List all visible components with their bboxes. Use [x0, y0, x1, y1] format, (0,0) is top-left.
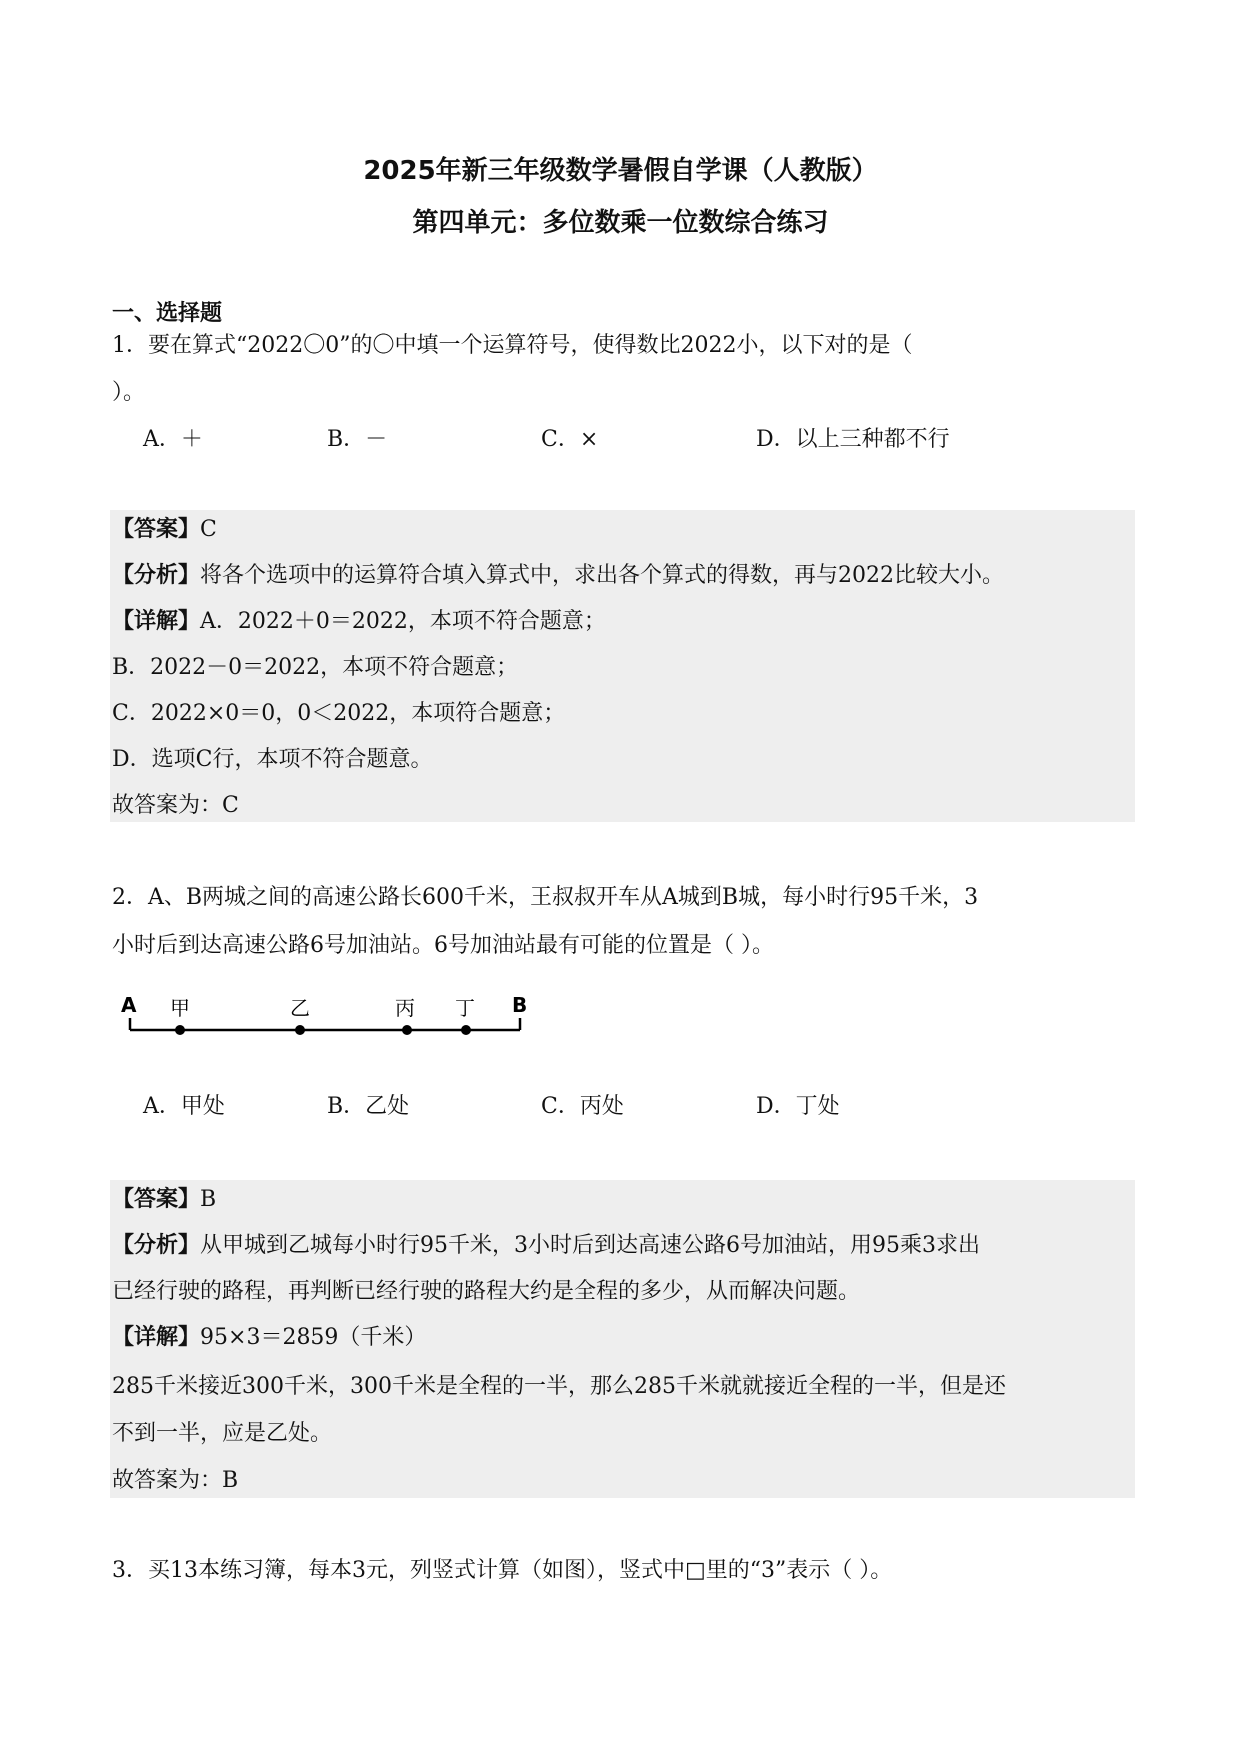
label-bing: 丙: [395, 996, 415, 1020]
q1-option-c: C．×: [541, 427, 599, 452]
point-bing: [402, 1025, 412, 1035]
q1-stem-line2: ）。: [112, 380, 146, 405]
q2-analysis-line2: 已经行驶的路程，再判断已经行驶的路程大约是全程的多少，从而解决问题。: [112, 1279, 861, 1304]
q1-detail-line-b: B．2022－0＝2022，本项不符合题意；: [112, 655, 519, 680]
q2-detail-line2: 不到一半，应是乙处。: [112, 1421, 333, 1446]
q2-detail-line1: 285千米接近300千米，300千米是全程的一半，那么285千米就就接近全程的一半，但是还: [112, 1374, 1006, 1399]
q2-option-c: C．丙处: [541, 1094, 624, 1119]
q2-detail: 【详解】95×3＝2859（千米）: [112, 1325, 427, 1350]
q2-analysis: 【分析】从甲城到乙城每小时行95千米，3小时后到达高速公路6号加油站，用95乘3求出: [112, 1233, 980, 1258]
q2-stem-line1: 2．A、B两城之间的高速公路长600千米，王叔叔开车从A城到B城，每小时行95千米，3: [112, 885, 979, 910]
q1-option-d: D．以上三种都不行: [756, 427, 950, 452]
q1-detail-line-d: D．选项C行，本项不符合题意。: [112, 747, 433, 772]
label-ding: 丁: [455, 996, 475, 1020]
q2-option-b: B．乙处: [327, 1094, 410, 1119]
q1-answer: 【答案】C: [112, 517, 217, 542]
q1-final-answer: 故答案为：C: [112, 793, 239, 818]
q1-option-b: B．－: [327, 427, 388, 452]
q1-option-a: A．＋: [143, 427, 203, 452]
label-b: B: [512, 993, 528, 1017]
q2-answer: 【答案】B: [112, 1187, 217, 1212]
q1-detail: 【详解】A．2022＋0＝2022，本项不符合题意；: [112, 609, 606, 634]
q1-analysis: 【分析】将各个选项中的运算符合填入算式中，求出各个算式的得数，再与2022比较大小。: [112, 563, 1005, 588]
point-yi: [295, 1025, 305, 1035]
q1-detail-line-c: C．2022×0＝0，0＜2022，本项符合题意；: [112, 701, 566, 726]
section-heading: 一、选择题: [112, 301, 223, 326]
q2-option-d: D．丁处: [756, 1094, 840, 1119]
label-jia: 甲: [170, 996, 190, 1020]
q3-stem-line1: 3．买13本练习簿，每本3元，列竖式计算（如图），竖式中□里的“3”表示（ ）。: [112, 1558, 893, 1583]
q2-stem-line2: 小时后到达高速公路6号加油站。6号加油站最有可能的位置是（ ）。: [112, 933, 774, 958]
q1-stem-line1: 1．要在算式“2022〇0”的〇中填一个运算符号，使得数比2022小，以下对的是（: [112, 333, 913, 358]
q2-final-answer: 故答案为：B: [112, 1468, 239, 1493]
point-ding: [461, 1025, 471, 1035]
label-yi: 乙: [290, 996, 310, 1020]
label-a: A: [121, 993, 137, 1017]
document-title: 2025年新三年级数学暑假自学课（人教版）: [363, 156, 878, 186]
q2-option-a: A．甲处: [143, 1094, 225, 1119]
point-jia: [175, 1025, 185, 1035]
document-subtitle: 第四单元：多位数乘一位数综合练习: [412, 208, 829, 238]
route-diagram: [110, 990, 540, 1050]
